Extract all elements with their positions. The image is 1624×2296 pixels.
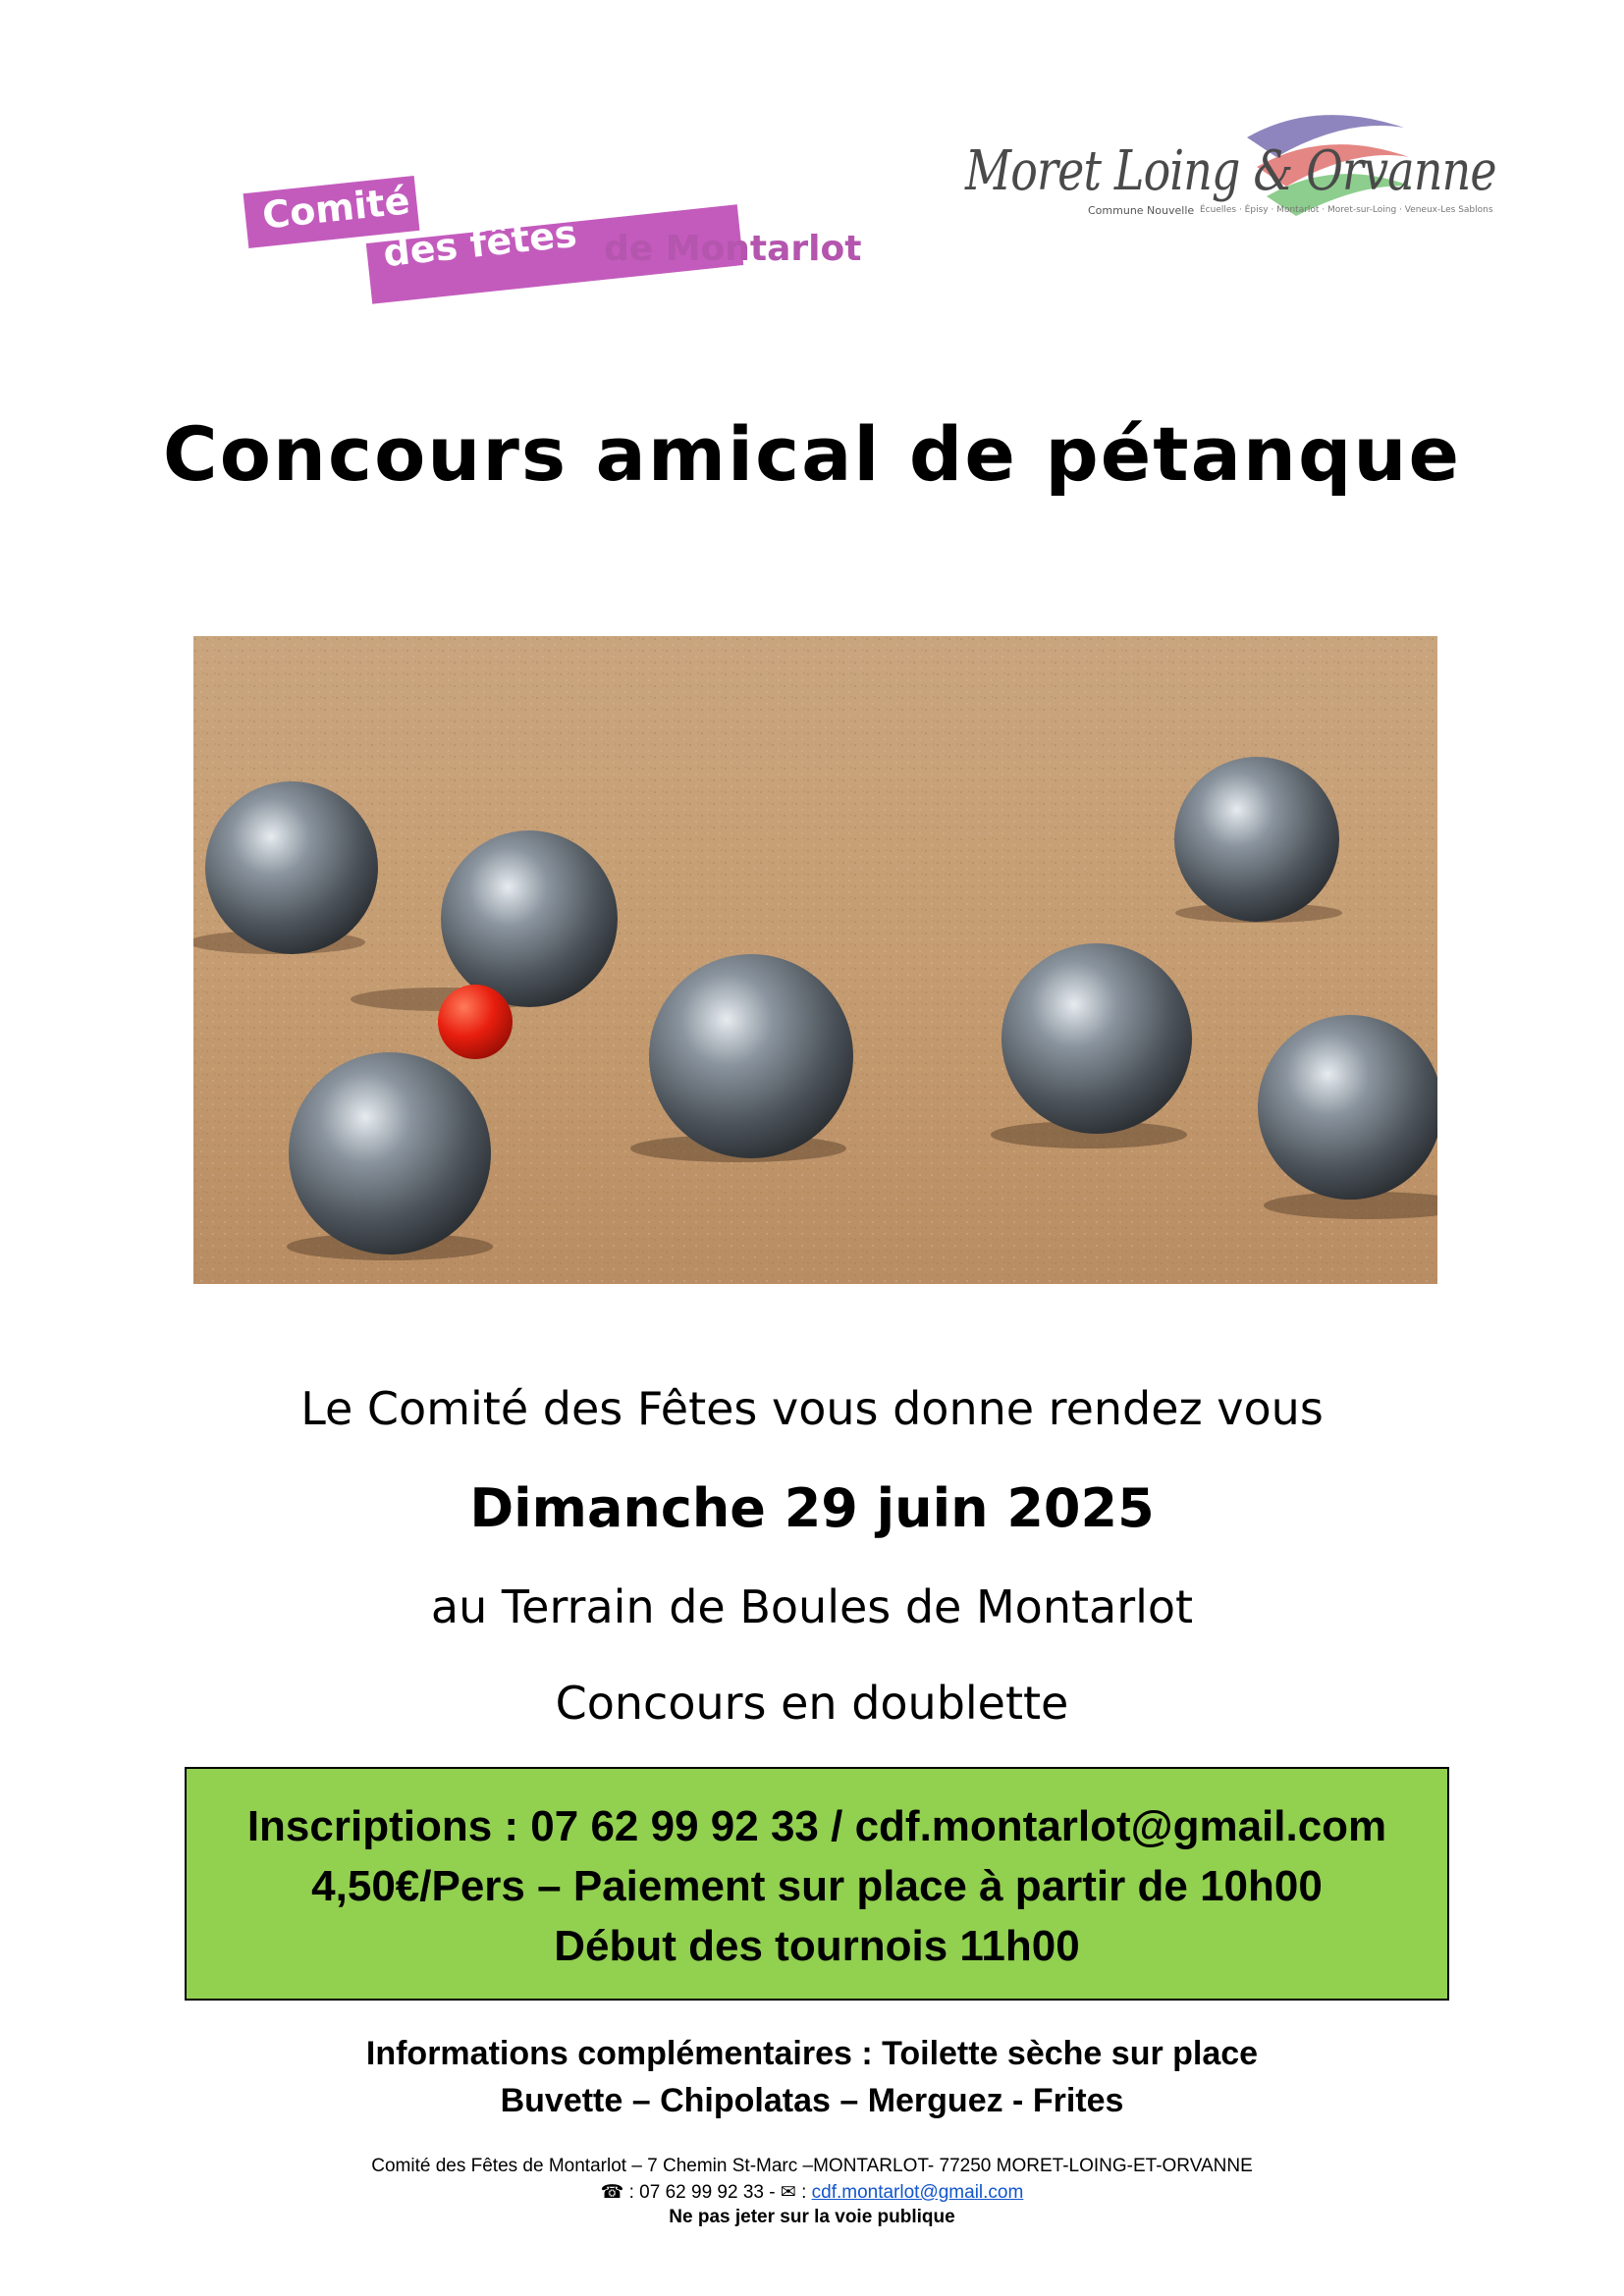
logo-commune-villages: Écuelles · Épisy · Montarlot · Moret-sur-Loing · Veneux-Les Sablons [1200,205,1493,215]
invitation-text: Le Comité des Fêtes vous donne rendez vous [300,1382,1324,1435]
logo-text-line3: de Montarlot [604,229,862,269]
logo-commune-name: Moret Loing & Orvanne [965,139,1496,203]
page-title: Concours amical de pétanque [162,410,1462,498]
boule [205,781,378,954]
footer-contact [0,2181,1624,2204]
logo-text-line1: Comité [260,179,412,238]
extra-info-line2: Buvette – Chipolatas – Merguez - Frites [500,2082,1124,2119]
boule [441,830,618,1007]
event-date: Dimanche 29 juin 2025 [469,1477,1155,1539]
envelope-icon: ✉ [780,2182,796,2203]
registration-price: 4,50€/Pers – Paiement sur place à partir de 10h00 [311,1862,1323,1910]
event-place: au Terrain de Boules de Montarlot [430,1580,1194,1633]
registration-contact: Inscriptions : 07 62 99 92 33 / cdf.montarlot@gmail.com [246,1802,1387,1850]
footer-address: Comité des Fêtes de Montarlot – 7 Chemin St-Marc –MONTARLOT- 77250 MORET-LOING-ET-ORVANNE [371,2156,1253,2176]
boule [1001,943,1192,1134]
logo-commune-subtitle: Commune Nouvelle [1088,204,1195,217]
registration-box [185,1767,1449,2001]
logo-moret-loing-orvanne [943,98,1496,245]
footer-phone: : 07 62 99 92 33 - [628,2182,776,2203]
boule [649,954,853,1158]
logo-comite-des-fetes [241,165,879,293]
footer-notice: Ne pas jeter sur la voie publique [669,2207,955,2227]
footer-email-prefix: : [801,2182,807,2203]
tournament-start: Début des tournois 11h00 [554,1922,1080,1970]
event-format: Concours en doublette [555,1677,1069,1730]
boule [289,1052,491,1255]
petanque-photo [193,636,1437,1284]
phone-icon: ☎ [600,2182,624,2203]
footer-email-link[interactable]: cdf.montarlot@gmail.com [811,2182,1024,2203]
boule [1258,1015,1437,1200]
extra-info-line1: Informations complémentaires : Toilette sèche sur place [365,2035,1259,2072]
cochonnet [438,985,513,1059]
logo-text-line2: des fêtes [381,211,579,276]
boule [1174,757,1339,922]
